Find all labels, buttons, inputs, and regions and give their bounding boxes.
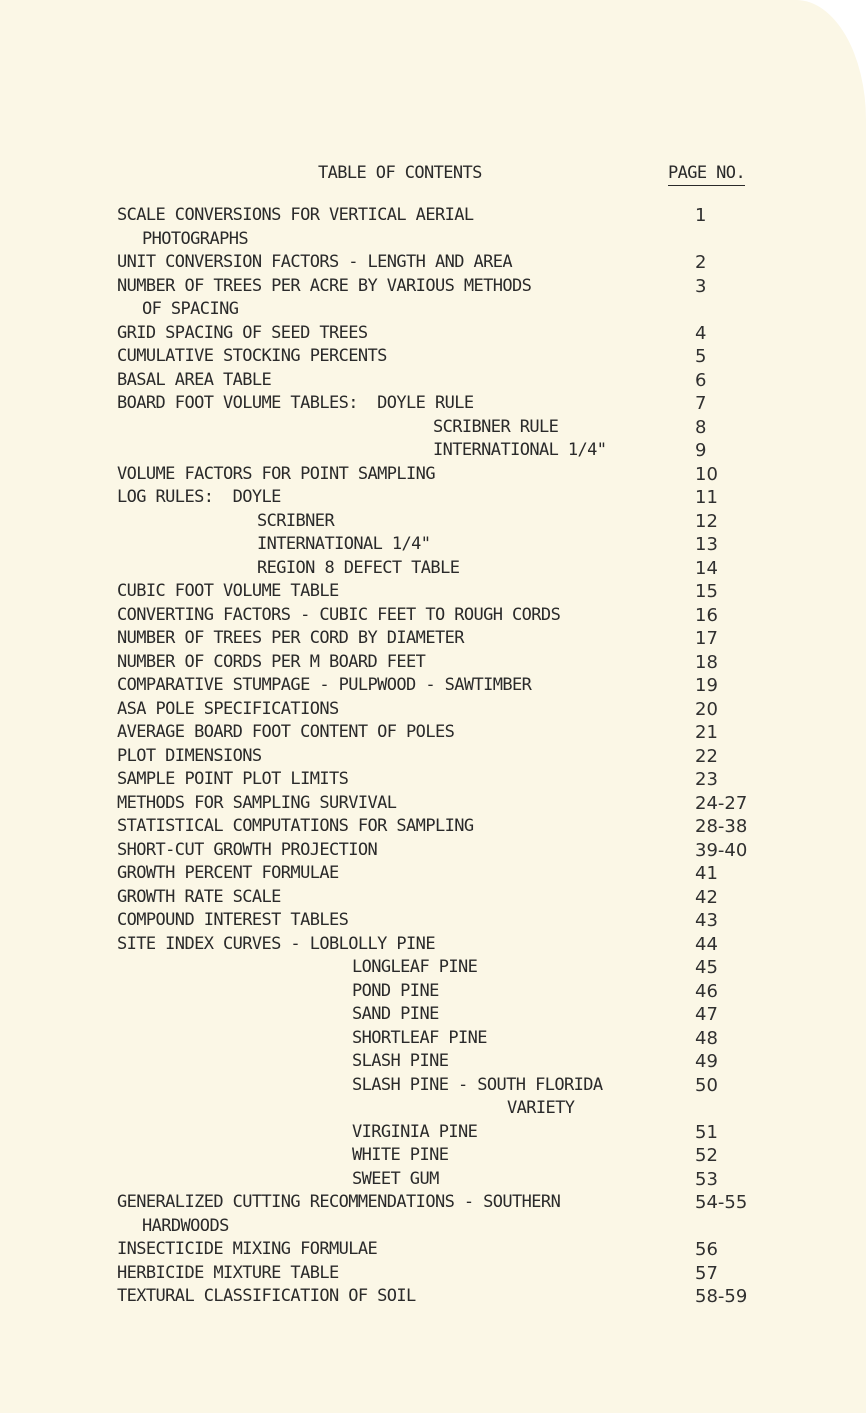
toc-entry-title: INTERNATIONAL 1/4" <box>257 534 431 554</box>
toc-entry-line <box>117 815 797 839</box>
toc-entry-title: SWEET GUM <box>352 1168 439 1189</box>
toc-entry <box>117 1262 797 1286</box>
toc-entry <box>117 839 797 863</box>
toc-entry <box>117 1238 797 1262</box>
toc-entry-title: AVERAGE BOARD FOOT CONTENT OF POLES <box>117 722 455 742</box>
toc-entry-line <box>117 674 797 698</box>
toc-entry-title: SITE INDEX CURVES - LOBLOLLY PINE <box>117 933 435 954</box>
toc-entry-line <box>117 275 797 299</box>
toc-entry-page: 20 <box>695 698 718 720</box>
toc-entry-title: COMPARATIVE STUMPAGE - PULPWOOD - SAWTIMBER <box>117 675 532 695</box>
toc-entry-page: 2 <box>695 252 707 273</box>
toc-entry-page: 43 <box>695 910 718 931</box>
toc-entry-line <box>117 204 797 228</box>
toc-entry-continuation: VARIETY <box>507 1098 575 1118</box>
toc-entry <box>117 862 797 886</box>
toc-entry <box>117 674 797 698</box>
toc-entry <box>117 1074 797 1121</box>
toc-entry-title: ASA POLE SPECIFICATIONS <box>117 698 339 719</box>
toc-entry-page: 15 <box>695 581 718 602</box>
toc-entry-title: NUMBER OF TREES PER ACRE BY VARIOUS METHODS <box>117 275 532 296</box>
toc-entry-page: 19 <box>695 675 718 696</box>
toc-entry <box>117 604 797 628</box>
toc-entry-title: SLASH PINE - SOUTH FLORIDA <box>352 1074 603 1095</box>
toc-entry <box>117 1121 797 1145</box>
toc-entry <box>117 1003 797 1027</box>
toc-entry <box>117 392 797 416</box>
toc-entry-page: 51 <box>695 1121 718 1143</box>
toc-entry-title: REGION 8 DEFECT TABLE <box>257 557 460 578</box>
toc-entry-page: 50 <box>695 1074 718 1096</box>
toc-entry-page: 49 <box>695 1051 718 1072</box>
toc-entry-line <box>117 909 797 933</box>
toc-entry-title: PLOT DIMENSIONS <box>117 745 262 766</box>
toc-entry-page: 10 <box>695 463 718 485</box>
toc-entry-line <box>117 369 797 393</box>
toc-entry-title: INSECTICIDE MIXING FORMULAE <box>117 1239 378 1259</box>
toc-entry-page: 24-27 <box>695 792 748 814</box>
toc-entry <box>117 204 797 251</box>
toc-entry-title: SLASH PINE <box>352 1051 449 1071</box>
toc-entry-line <box>117 886 797 910</box>
toc-entry-title: POND PINE <box>352 980 439 1001</box>
toc-entry-line <box>117 463 797 487</box>
toc-entry-page: 8 <box>695 416 707 438</box>
toc-entry-line <box>117 1050 797 1074</box>
toc-entry-line <box>117 486 797 510</box>
toc-entry <box>117 322 797 346</box>
toc-entry-continuation: OF SPACING <box>142 299 239 319</box>
toc-entry-page: 44 <box>695 933 718 955</box>
toc-entry <box>117 956 797 980</box>
toc-entry <box>117 768 797 792</box>
toc-entry-title: GROWTH PERCENT FORMULAE <box>117 863 339 883</box>
toc-entry-line <box>117 839 797 863</box>
toc-entry-page: 56 <box>695 1239 718 1260</box>
toc-entry-page: 48 <box>695 1027 718 1049</box>
toc-entry-page: 28-38 <box>695 816 748 837</box>
toc-entry-title: BASAL AREA TABLE <box>117 369 272 390</box>
toc-entry-line <box>117 792 797 816</box>
toc-entry-page: 54-55 <box>695 1192 748 1213</box>
toc-entry-page: 22 <box>695 745 718 767</box>
toc-entry-title: SCRIBNER RULE <box>433 416 559 437</box>
toc-entry-title: GRID SPACING OF SEED TREES <box>117 322 368 343</box>
toc-entry-page: 5 <box>695 346 707 367</box>
toc-entry-page: 13 <box>695 534 718 555</box>
toc-entry-line <box>117 1003 797 1027</box>
toc-entry <box>117 369 797 393</box>
toc-entry-title: VOLUME FACTORS FOR POINT SAMPLING <box>117 463 435 484</box>
toc-entry-page: 41 <box>695 863 718 884</box>
toc-entry-line <box>117 1262 797 1286</box>
toc-entry-line <box>117 416 797 440</box>
toc-entry-line <box>117 1191 797 1215</box>
toc-entry-line <box>117 439 797 463</box>
toc-entry-line <box>117 1074 797 1098</box>
toc-entry-line <box>117 721 797 745</box>
page-title: TABLE OF CONTENTS <box>318 163 482 183</box>
toc-entry-line <box>117 745 797 769</box>
toc-entry-line <box>117 627 797 651</box>
toc-entry-title: GROWTH RATE SCALE <box>117 886 281 907</box>
toc-entry <box>117 745 797 769</box>
toc-entry-line <box>117 604 797 628</box>
toc-entry-title: SCRIBNER <box>257 510 335 531</box>
toc-entry-page: 3 <box>695 275 707 297</box>
toc-entry <box>117 251 797 275</box>
toc-entry <box>117 909 797 933</box>
toc-entry <box>117 1027 797 1051</box>
toc-entry-page: 16 <box>695 604 718 626</box>
toc-entry-line <box>117 322 797 346</box>
toc-entry-continuation: HARDWOODS <box>142 1215 229 1236</box>
toc-entry <box>117 721 797 745</box>
toc-entry-page: 23 <box>695 769 718 790</box>
toc-entry-line <box>117 580 797 604</box>
toc-entry <box>117 486 797 510</box>
toc-entry <box>117 792 797 816</box>
toc-entry-title: CUMULATIVE STOCKING PERCENTS <box>117 346 387 366</box>
page-number-header: PAGE NO. <box>668 163 745 186</box>
toc-entry <box>117 1285 797 1309</box>
toc-entry-page: 14 <box>695 557 718 579</box>
toc-entry <box>117 651 797 675</box>
toc-entry-page: 46 <box>695 980 718 1002</box>
toc-entry-page: 7 <box>695 393 707 414</box>
toc-entry-title: UNIT CONVERSION FACTORS - LENGTH AND AREA <box>117 252 513 272</box>
toc-entry-page: 57 <box>695 1262 718 1284</box>
toc-entry-line <box>117 392 797 416</box>
toc-entry-title: NUMBER OF TREES PER CORD BY DIAMETER <box>117 628 464 648</box>
toc-entry-page: 1 <box>695 205 707 226</box>
toc-entry-page: 17 <box>695 628 718 649</box>
toc-entry-line <box>117 1144 797 1168</box>
toc-entry-line <box>117 345 797 369</box>
toc-entry-title: LONGLEAF PINE <box>352 957 478 977</box>
toc-entry-title: SAND PINE <box>352 1004 439 1024</box>
toc-entry-page: 12 <box>695 510 718 532</box>
toc-entry-title: WHITE PINE <box>352 1145 449 1165</box>
toc-entry <box>117 416 797 440</box>
toc-entry <box>117 439 797 463</box>
toc-entry-title: INTERNATIONAL 1/4" <box>433 440 607 460</box>
toc-entry-page: 18 <box>695 651 718 673</box>
toc-entry-line <box>117 1121 797 1145</box>
toc-entry <box>117 557 797 581</box>
toc-entry <box>117 533 797 557</box>
toc-entry-line <box>117 1285 797 1309</box>
toc-entry-title: HERBICIDE MIXTURE TABLE <box>117 1262 339 1283</box>
toc-entry-line <box>117 510 797 534</box>
toc-entry-title: BOARD FOOT VOLUME TABLES: DOYLE RULE <box>117 393 474 413</box>
toc-entry-line <box>117 862 797 886</box>
toc-entry-page: 21 <box>695 722 718 743</box>
toc-entry <box>117 275 797 322</box>
toc-entry-page: 6 <box>695 369 707 391</box>
toc-entry-title: METHODS FOR SAMPLING SURVIVAL <box>117 792 397 813</box>
toc-entry-page: 9 <box>695 440 707 461</box>
contents-list <box>117 204 797 1309</box>
toc-entry-page: 11 <box>695 487 718 508</box>
toc-entry-title: CONVERTING FACTORS - CUBIC FEET TO ROUGH CORDS <box>117 604 561 625</box>
toc-entry-continuation: PHOTOGRAPHS <box>142 228 248 249</box>
toc-entry-line <box>117 1238 797 1262</box>
toc-entry <box>117 510 797 534</box>
toc-entry-title: SAMPLE POINT PLOT LIMITS <box>117 769 349 789</box>
toc-entry <box>117 815 797 839</box>
toc-entry <box>117 1191 797 1238</box>
toc-entry <box>117 1168 797 1192</box>
toc-entry-page: 52 <box>695 1145 718 1166</box>
toc-entry-title: STATISTICAL COMPUTATIONS FOR SAMPLING <box>117 816 474 836</box>
toc-entry <box>117 345 797 369</box>
toc-entry-title: VIRGINIA PINE <box>352 1121 478 1142</box>
toc-entry-title: SHORT-CUT GROWTH PROJECTION <box>117 839 378 860</box>
toc-entry <box>117 980 797 1004</box>
toc-entry-title: CUBIC FOOT VOLUME TABLE <box>117 581 339 601</box>
toc-entry-title: LOG RULES: DOYLE <box>117 487 281 507</box>
toc-entry <box>117 1050 797 1074</box>
toc-entry-line <box>117 956 797 980</box>
toc-entry-title: COMPOUND INTEREST TABLES <box>117 910 349 930</box>
toc-entry-title: NUMBER OF CORDS PER M BOARD FEET <box>117 651 426 672</box>
toc-entry-title: TEXTURAL CLASSIFICATION OF SOIL <box>117 1286 416 1306</box>
toc-entry-title: SCALE CONVERSIONS FOR VERTICAL AERIAL <box>117 205 474 225</box>
toc-entry-line <box>117 651 797 675</box>
toc-entry <box>117 580 797 604</box>
toc-entry <box>117 463 797 487</box>
toc-entry <box>117 627 797 651</box>
toc-entry-page: 39-40 <box>695 839 748 861</box>
toc-entry-line <box>117 1168 797 1192</box>
toc-entry-page: 47 <box>695 1004 718 1025</box>
toc-entry-page: 58-59 <box>695 1286 748 1307</box>
toc-entry-page: 45 <box>695 957 718 978</box>
toc-entry-line <box>117 933 797 957</box>
toc-entry-line <box>117 557 797 581</box>
toc-entry <box>117 886 797 910</box>
toc-entry-page: 42 <box>695 886 718 908</box>
toc-entry <box>117 698 797 722</box>
toc-entry <box>117 933 797 957</box>
toc-entry-page: 4 <box>695 322 707 344</box>
toc-entry-line <box>117 251 797 275</box>
toc-entry-line <box>117 768 797 792</box>
toc-entry-title: GENERALIZED CUTTING RECOMMENDATIONS - SOUTHERN <box>117 1192 561 1212</box>
toc-entry-line <box>117 1027 797 1051</box>
toc-entry-title: SHORTLEAF PINE <box>352 1027 487 1048</box>
toc-entry-line <box>117 533 797 557</box>
toc-entry <box>117 1144 797 1168</box>
toc-entry-page: 53 <box>695 1168 718 1190</box>
toc-entry-line <box>117 698 797 722</box>
toc-entry-line <box>117 980 797 1004</box>
